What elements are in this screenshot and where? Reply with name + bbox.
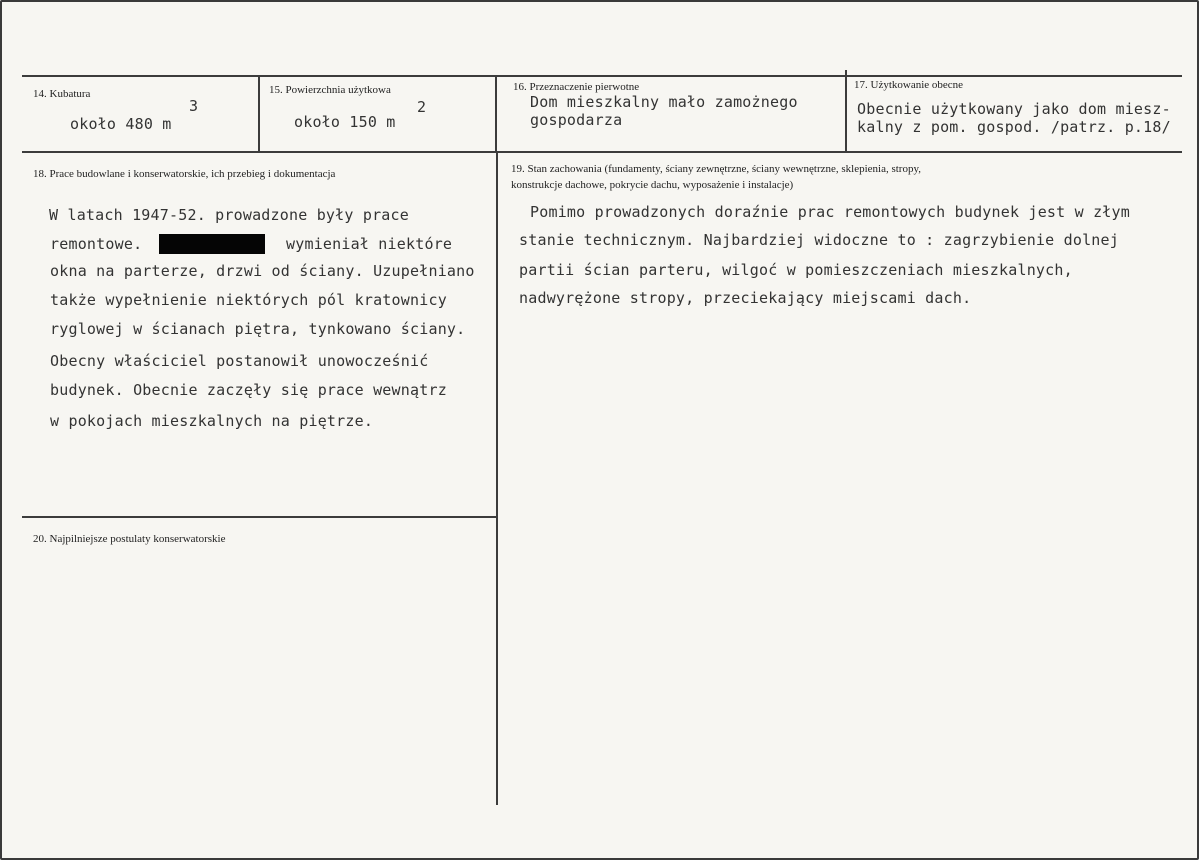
field-18-line-1: W latach 1947-52. prowadzone były prace [49, 206, 409, 224]
field-18-line-8: w pokojach mieszkalnych na piętrze. [50, 412, 374, 430]
field-18-line-6: Obecny właściciel postanowił unowocześnić [50, 352, 429, 370]
field-16-line-2: gospodarza [530, 111, 623, 129]
divider-18-20 [22, 516, 498, 518]
field-16-line-1: Dom mieszkalny mało zamożnego [530, 93, 798, 111]
field-15-value: około 150 m [294, 113, 396, 131]
top-row-bottom-rule [22, 151, 1182, 153]
field-18-label: 18. Prace budowlane i konserwatorskie, ich przebieg i dokumentacja [33, 168, 336, 180]
divider-14-15 [258, 77, 260, 151]
field-18-line-7: budynek. Obecnie zaczęły się prace wewnątrz [50, 381, 447, 399]
divider-15-16 [495, 77, 497, 151]
field-19-label-line-2: konstrukcje dachowe, pokrycie dachu, wyposażenie i instalacje) [511, 179, 794, 191]
divider-18-19 [496, 153, 498, 805]
field-17-line-2: kalny z pom. gospod. /patrz. p.18/ [857, 118, 1171, 136]
field-18-line-3: okna na parterze, drzwi od ściany. Uzupełniano [50, 262, 475, 280]
field-15-label: 15. Powierzchnia użytkowa [269, 84, 391, 96]
field-19-line-1: Pomimo prowadzonych doraźnie prac remontowych budynek jest w złym [530, 203, 1130, 221]
field-17-line-1: Obecnie użytkowany jako dom miesz- [857, 100, 1171, 118]
field-18-line-2b: wymieniał niektóre [286, 235, 453, 253]
field-15-superscript: 2 [417, 98, 427, 116]
field-19-line-2: stanie technicznym. Najbardziej widoczne to : zagrzybienie dolnej [519, 231, 1119, 249]
field-14-value: około 480 m [70, 115, 172, 133]
field-18-line-4: także wypełnienie niektórych pól kratownicy [50, 291, 447, 309]
field-14-label: 14. Kubatura [33, 88, 91, 100]
field-18-line-5: ryglowej w ścianach piętra, tynkowano ściany. [50, 320, 466, 338]
top-row-top-rule [22, 75, 1182, 77]
field-18-line-2a: remontowe. [50, 235, 143, 253]
field-16-label: 16. Przeznaczenie pierwotne [513, 81, 640, 93]
divider-16-17 [845, 70, 847, 151]
field-19-label-line-1: 19. Stan zachowania (fundamenty, ściany zewnętrzne, ściany wewnętrzne, sklepienia, stropy, [511, 163, 922, 175]
field-19-line-3: partii ścian parteru, wilgoć w pomieszczeniach mieszkalnych, [519, 261, 1073, 279]
field-20-label: 20. Najpilniejsze postulaty konserwatorskie [33, 533, 226, 545]
field-19-line-4: nadwyrężone stropy, przeciekający miejscami dach. [519, 289, 972, 307]
redaction-bar [159, 234, 265, 254]
field-17-label: 17. Użytkowanie obecne [854, 79, 964, 91]
field-14-superscript: 3 [189, 97, 199, 115]
